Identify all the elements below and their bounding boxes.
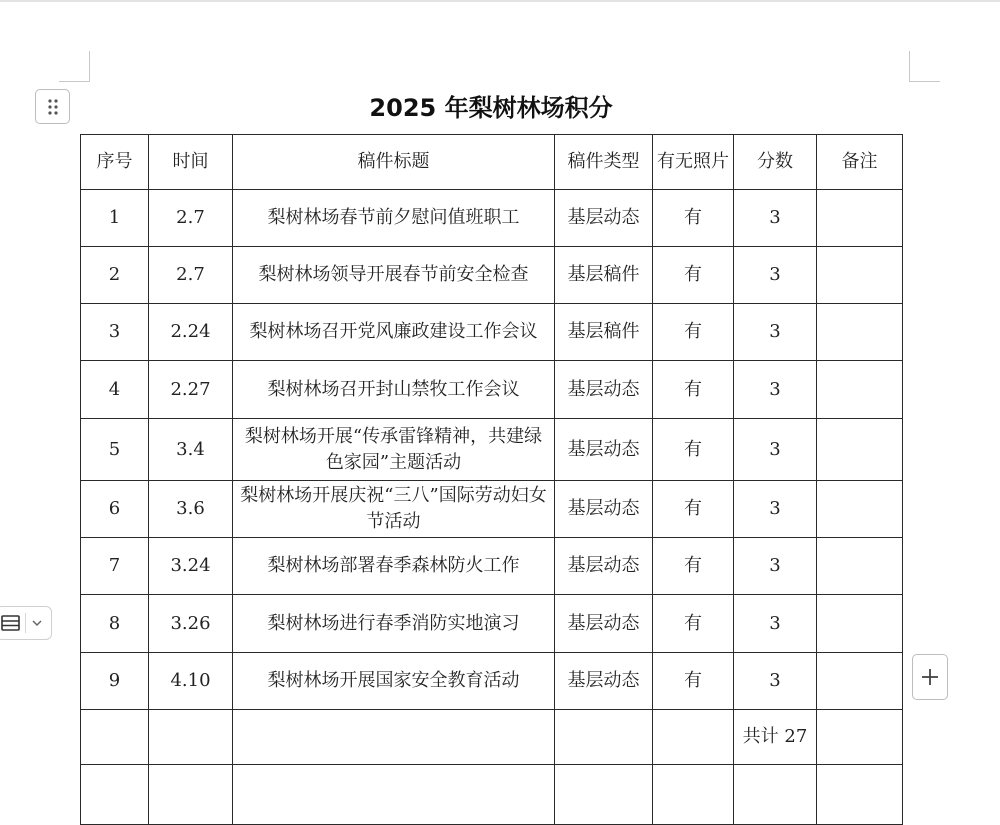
header-cell-score[interactable]: 分数: [734, 135, 817, 190]
cell-photo[interactable]: 有: [653, 595, 734, 653]
cell-title[interactable]: 梨树林场召开封山禁牧工作会议: [233, 361, 555, 419]
cell-empty[interactable]: [81, 710, 149, 765]
header-cell-type[interactable]: 稿件类型: [555, 135, 653, 190]
table-row: [81, 595, 903, 653]
cell-no[interactable]: 9: [81, 653, 149, 710]
cell-empty[interactable]: [817, 710, 903, 765]
cell-score[interactable]: 3: [734, 247, 817, 304]
grip-dots-icon: [47, 98, 59, 116]
cell-empty[interactable]: [817, 765, 903, 825]
header-cell-title[interactable]: 稿件标题: [233, 135, 555, 190]
cell-photo[interactable]: 有: [653, 247, 734, 304]
cell-no[interactable]: 5: [81, 419, 149, 481]
cell-no[interactable]: 2: [81, 247, 149, 304]
cell-date[interactable]: 3.4: [149, 419, 233, 481]
cell-type[interactable]: 基层动态: [555, 481, 653, 538]
table-empty-row: [81, 765, 903, 825]
header-cell-note[interactable]: 备注: [817, 135, 903, 190]
total-score-cell[interactable]: 共计 27: [734, 710, 817, 765]
cell-type[interactable]: 基层动态: [555, 190, 653, 247]
cell-empty[interactable]: [555, 710, 653, 765]
cell-score[interactable]: 3: [734, 481, 817, 538]
cell-date[interactable]: 3.6: [149, 481, 233, 538]
cell-score[interactable]: 3: [734, 419, 817, 481]
table-row: [81, 481, 903, 538]
top-border: [0, 0, 1000, 2]
cell-title[interactable]: 梨树林场开展“传承雷锋精神，共建绿色家园”主题活动: [233, 419, 555, 481]
table-row: [81, 419, 903, 481]
cell-title[interactable]: 梨树林场春节前夕慰问值班职工: [233, 190, 555, 247]
cell-note[interactable]: [817, 481, 903, 538]
cell-type[interactable]: 基层稿件: [555, 247, 653, 304]
add-column-button[interactable]: [912, 654, 948, 700]
cell-no[interactable]: 8: [81, 595, 149, 653]
cell-score[interactable]: 3: [734, 361, 817, 419]
table-row: [81, 361, 903, 419]
cell-title[interactable]: 梨树林场开展庆祝“三八”国际劳动妇女节活动: [233, 481, 555, 538]
cell-no[interactable]: 4: [81, 361, 149, 419]
cell-no[interactable]: 6: [81, 481, 149, 538]
cell-title[interactable]: 梨树林场部署春季森林防火工作: [233, 538, 555, 595]
cell-empty[interactable]: [653, 710, 734, 765]
cell-score[interactable]: 3: [734, 595, 817, 653]
cell-photo[interactable]: 有: [653, 361, 734, 419]
page-margin-corner-top-right: [909, 51, 940, 82]
cell-no[interactable]: 7: [81, 538, 149, 595]
cell-type[interactable]: 基层稿件: [555, 304, 653, 361]
cell-empty[interactable]: [233, 710, 555, 765]
cell-date[interactable]: 2.27: [149, 361, 233, 419]
cell-date[interactable]: 3.26: [149, 595, 233, 653]
cell-score[interactable]: 3: [734, 538, 817, 595]
cell-no[interactable]: 3: [81, 304, 149, 361]
cell-note[interactable]: [817, 304, 903, 361]
table-row: [81, 653, 903, 710]
page-margin-corner-top-left: [59, 51, 90, 82]
cell-note[interactable]: [817, 190, 903, 247]
header-cell-photo[interactable]: 有无照片: [653, 135, 734, 190]
cell-score[interactable]: 3: [734, 653, 817, 710]
cell-title[interactable]: 梨树林场开展国家安全教育活动: [233, 653, 555, 710]
cell-note[interactable]: [817, 419, 903, 481]
cell-type[interactable]: 基层动态: [555, 361, 653, 419]
cell-type[interactable]: 基层动态: [555, 595, 653, 653]
cell-date[interactable]: 2.24: [149, 304, 233, 361]
table-row-icon: [0, 613, 23, 633]
table-row: [81, 190, 903, 247]
cell-empty[interactable]: [653, 765, 734, 825]
cell-empty[interactable]: [81, 765, 149, 825]
row-menu-button[interactable]: [0, 606, 52, 640]
cell-note[interactable]: [817, 361, 903, 419]
block-drag-handle[interactable]: [35, 89, 70, 124]
table-row: [81, 247, 903, 304]
plus-icon: [920, 667, 940, 687]
header-cell-no[interactable]: 序号: [81, 135, 149, 190]
cell-photo[interactable]: 有: [653, 653, 734, 710]
cell-note[interactable]: [817, 247, 903, 304]
cell-no[interactable]: 1: [81, 190, 149, 247]
cell-title[interactable]: 梨树林场进行春季消防实地演习: [233, 595, 555, 653]
row-menu-separator: [25, 613, 26, 633]
cell-type[interactable]: 基层动态: [555, 538, 653, 595]
cell-empty[interactable]: [149, 710, 233, 765]
table-row: [81, 304, 903, 361]
chevron-down-icon[interactable]: [30, 616, 44, 630]
cell-title[interactable]: 梨树林场领导开展春节前安全检查: [233, 247, 555, 304]
table-row: [81, 538, 903, 595]
cell-photo[interactable]: 有: [653, 481, 734, 538]
cell-score[interactable]: 3: [734, 190, 817, 247]
table-header-row: [81, 135, 903, 190]
cell-empty[interactable]: [734, 765, 817, 825]
table-total-row: [81, 710, 903, 765]
cell-photo[interactable]: 有: [653, 304, 734, 361]
cell-photo[interactable]: 有: [653, 190, 734, 247]
cell-note[interactable]: [817, 595, 903, 653]
cell-photo[interactable]: 有: [653, 419, 734, 481]
score-table: [80, 134, 903, 825]
cell-date[interactable]: 3.24: [149, 538, 233, 595]
cell-type[interactable]: 基层动态: [555, 653, 653, 710]
document-title: 2025 年梨树林场积分: [369, 94, 613, 122]
cell-score[interactable]: 3: [734, 304, 817, 361]
cell-empty[interactable]: [233, 765, 555, 825]
header-cell-date[interactable]: 时间: [149, 135, 233, 190]
cell-note[interactable]: [817, 538, 903, 595]
cell-type[interactable]: 基层动态: [555, 419, 653, 481]
cell-title[interactable]: 梨树林场召开党风廉政建设工作会议: [233, 304, 555, 361]
cell-date[interactable]: 4.10: [149, 653, 233, 710]
cell-empty[interactable]: [555, 765, 653, 825]
cell-empty[interactable]: [149, 765, 233, 825]
cell-date[interactable]: 2.7: [149, 247, 233, 304]
cell-note[interactable]: [817, 653, 903, 710]
cell-photo[interactable]: 有: [653, 538, 734, 595]
cell-date[interactable]: 2.7: [149, 190, 233, 247]
